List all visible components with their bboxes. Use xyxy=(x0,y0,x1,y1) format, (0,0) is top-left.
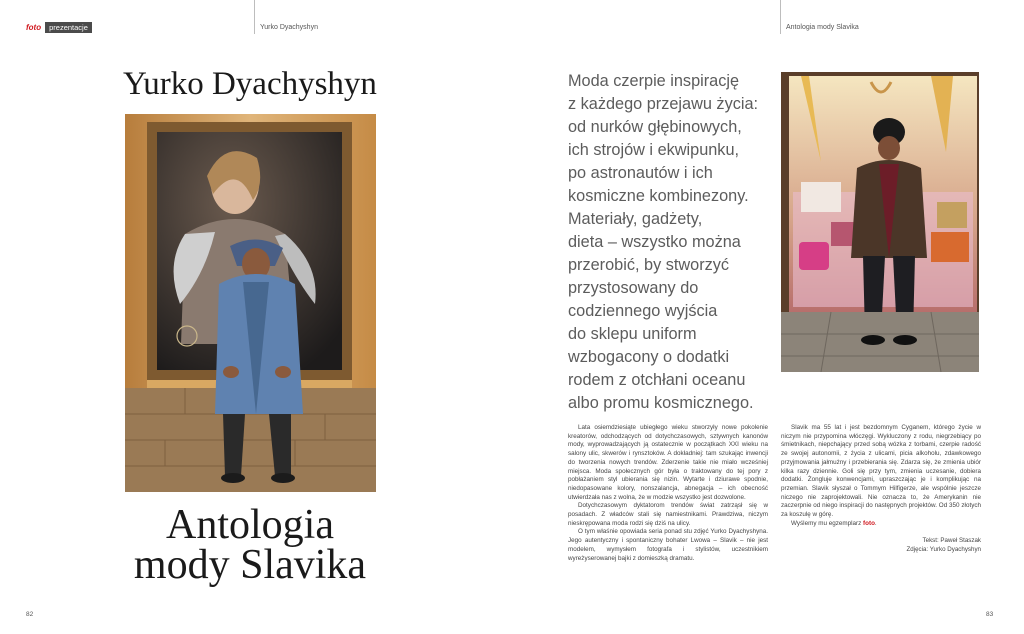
magazine-brand xyxy=(26,22,92,33)
body-column-1 xyxy=(568,424,768,563)
closing-end: . xyxy=(874,519,877,527)
lead-paragraph xyxy=(568,70,778,415)
header-divider-left xyxy=(254,0,255,34)
running-title-right: Antologia mody Slavika xyxy=(786,24,859,31)
closing-brand: foto xyxy=(863,519,875,527)
lead-line: kosmiczne kombinezony. xyxy=(568,187,749,205)
body-paragraph: Slavik ma 55 lat i jest bezdomnym Cyganem, którego życie w niczym nie przypomina włóczęgi. Wykluczony z rodu, niegrzebiący po śmietnikach, niepchający przed sobą wózka z torbami, czerpie radość ze swojej autonomii, z życia z ulicami, picia alkoholu, zdawkowego przyjmowania jałmużny i przebierania się. Zdarza się, że zmienia ubiór kilka razy dziennie. Goli się przy tym, zmienia uczesanie, dobiera dodatki. Żongluje konwencjami, upraszczając je i komplikując na przemian. Slavik słyszał o Tommym Hilfigerze, ale wspólnie jeszcze niczego nie zaprojektowali. Nie oznacza to, że Amerykanin nie zaczerpnie od niego inspiracji do następnych projektów. Od 350 złotych za koszulę w górę. xyxy=(781,424,981,519)
closing-paragraph xyxy=(781,520,981,529)
text-credit: Tekst: Paweł Staszak xyxy=(922,537,981,545)
page-number-left: 82 xyxy=(26,611,34,618)
photo-slavik-shop-window xyxy=(781,72,979,372)
section-label: prezentacje xyxy=(45,22,92,33)
running-title-left: Yurko Dyachyshyn xyxy=(260,24,318,31)
lead-line: z każdego przejawu życia: xyxy=(568,95,759,113)
lead-line: od nurków głębinowych, xyxy=(568,118,742,136)
lead-line: Moda czerpie inspirację xyxy=(568,72,740,90)
lead-line: codziennego wyjścia xyxy=(568,302,718,320)
photographer-name-title: Yurko Dyachyshyn xyxy=(123,66,377,102)
body-paragraph: Dotychczasowym dyktatorom trendów świat zatrząsł się w posadach. Z władców stali się namiestnikami. Prawdziwa, niczym nieskrępowana moda rodzi się dziś na ulicy. xyxy=(568,502,768,527)
lead-line: do sklepu uniform xyxy=(568,325,697,343)
lead-line: wzbogacony o dodatki xyxy=(568,348,730,366)
lead-line: przystosowany do xyxy=(568,279,699,297)
lead-line: rodem z otchłani oceanu xyxy=(568,371,746,389)
lead-line: Materiały, gadżety, xyxy=(568,210,703,228)
lead-line: dieta – wszystko można xyxy=(568,233,741,251)
page-number-right: 83 xyxy=(986,611,994,618)
photo-slavik-poster xyxy=(125,114,376,492)
lead-line: przerobić, by stworzyć xyxy=(568,256,730,274)
main-title-line-1: Antologia xyxy=(166,502,334,548)
brand-logo: foto xyxy=(26,23,42,32)
closing-text: Wyślemy mu egzemplarz xyxy=(791,519,864,527)
body-column-2 xyxy=(781,424,981,554)
main-title-line-2: mody Slavika xyxy=(133,542,367,588)
header-divider-right xyxy=(780,0,781,34)
lead-line: po astronautów i ich xyxy=(568,164,713,182)
article-main-title xyxy=(110,502,390,588)
body-paragraph: Lata osiemdziesiąte ubiegłego wieku stworzyły nowe pokolenie kreatorów, odchodzących od dotychczasowych, sztywnych kanonów mody, wyprowadzających ją ostatecznie w początkach XXI wieku na salony ulic, skwerów i rynsztoków. A dokładniej: tam szukając inwencji do tworzenia nowych trendów. Zderzenie takie nie miało wcześniej miejsca. Moda społecznych gór była o traktowany do tej pory z pobłażaniem styl ubierania się nizin. Wytarte i dziurawe spodnie, niedopasowane kolory, nonszalancja, abnegacja – ich obecność utwierdzała nas z wolna, że w modzie wszystko jest dozwolone. xyxy=(568,424,768,501)
lead-line: albo promu kosmicznego. xyxy=(568,394,754,412)
lead-line: ich strojów i ekwipunku, xyxy=(568,141,740,159)
photo-credit: Zdjęcia: Yurko Dyachyshyn xyxy=(906,546,981,554)
body-paragraph: O tym właśnie opowiada seria ponad stu zdjęć Yurko Dyachyshyna. Jego autentyczny i spontaniczny bohater Lwowa – Slavik – nie jest modelem, wymysłem fotografa i stylistów, uczestnikiem wyreżyserowanej bajki z domieszką dramatu. xyxy=(568,528,768,562)
